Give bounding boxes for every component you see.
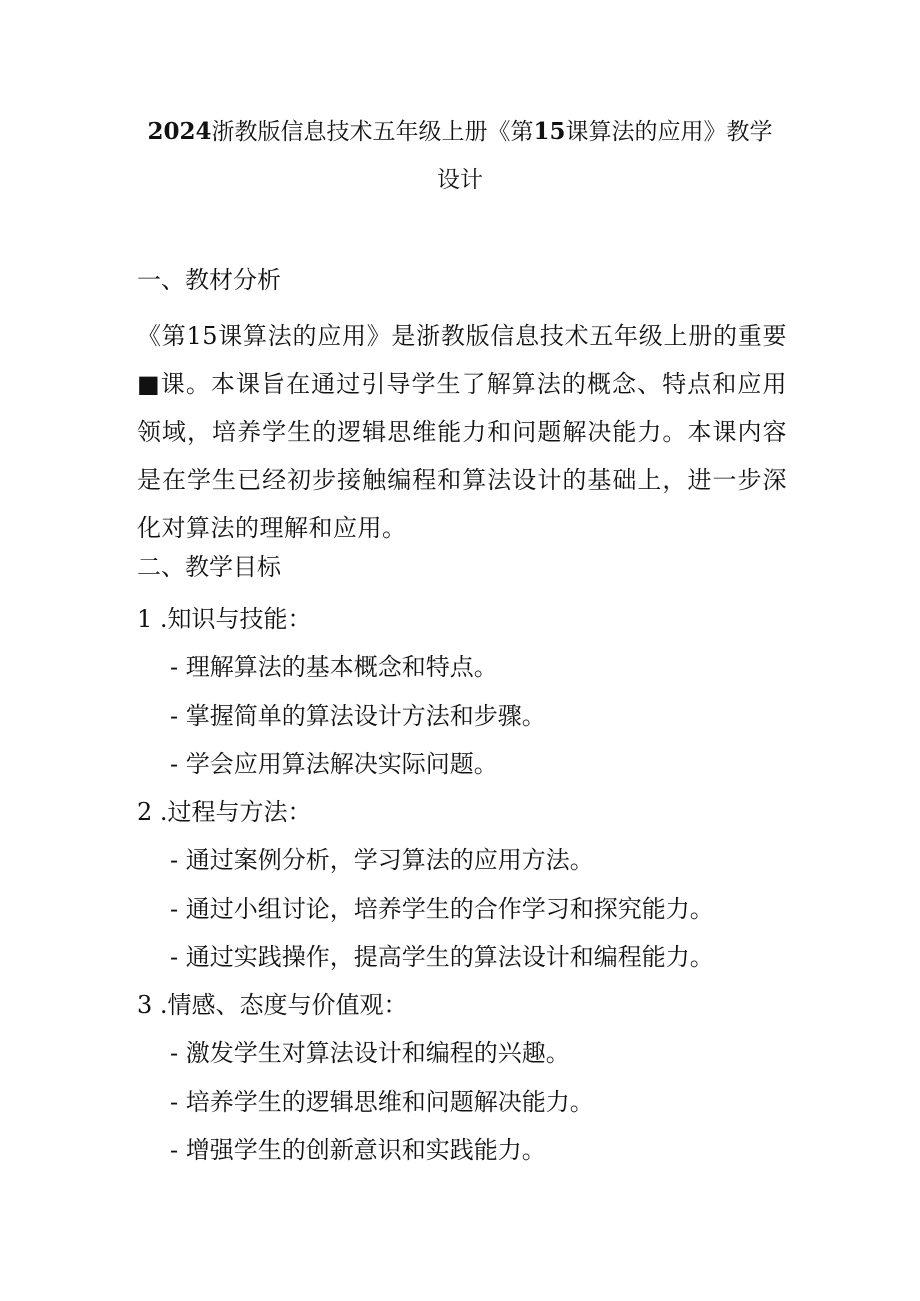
goal-item: - 理解算法的基本概念和特点。 (170, 653, 498, 681)
section-heading-goals: 二、教学目标 (137, 553, 281, 581)
goal-item: - 通过实践操作，提高学生的算法设计和编程能力。 (170, 943, 714, 971)
title-lesson-number: 15 (533, 118, 566, 145)
materials-paragraph: 《第15课算法的应用》是浙教版信息技术五年级上册的重要■课。本课旨在通过引导学生了解算法的概念、特点和应用领域，培养学生的逻辑思维能力和问题解决能力。本课内容是在学生已经初步接触编程和算法设计的基础上，进一步深化对算法的理解和应用。 (137, 322, 787, 542)
goal-item: - 学会应用算法解决实际问题。 (170, 750, 498, 778)
goal-item: - 掌握简单的算法设计方法和步骤。 (170, 702, 546, 730)
goal-label-attitude: 3 .情感、态度与价值观： (137, 991, 408, 1019)
goal-item: - 通过案例分析，学习算法的应用方法。 (170, 846, 594, 874)
goal-item: - 激发学生对算法设计和编程的兴趣。 (170, 1039, 570, 1067)
title-pre: 浙教版信息技术五年级上册《第 (211, 119, 534, 145)
title-post: 课算法的应用》教学设计 (437, 119, 773, 193)
section-heading-materials: 一、教材分析 (137, 266, 281, 294)
goal-item: - 培养学生的逻辑思维和问题解决能力。 (170, 1088, 594, 1116)
goal-item: - 通过小组讨论，培养学生的合作学习和探究能力。 (170, 895, 714, 923)
goal-label-process: 2 .过程与方法： (137, 798, 312, 826)
document-title (140, 108, 780, 204)
goal-item: - 增强学生的创新意识和实践能力。 (170, 1136, 546, 1164)
title-year: 2024 (147, 118, 212, 145)
goal-label-knowledge: 1 .知识与技能： (137, 605, 312, 633)
